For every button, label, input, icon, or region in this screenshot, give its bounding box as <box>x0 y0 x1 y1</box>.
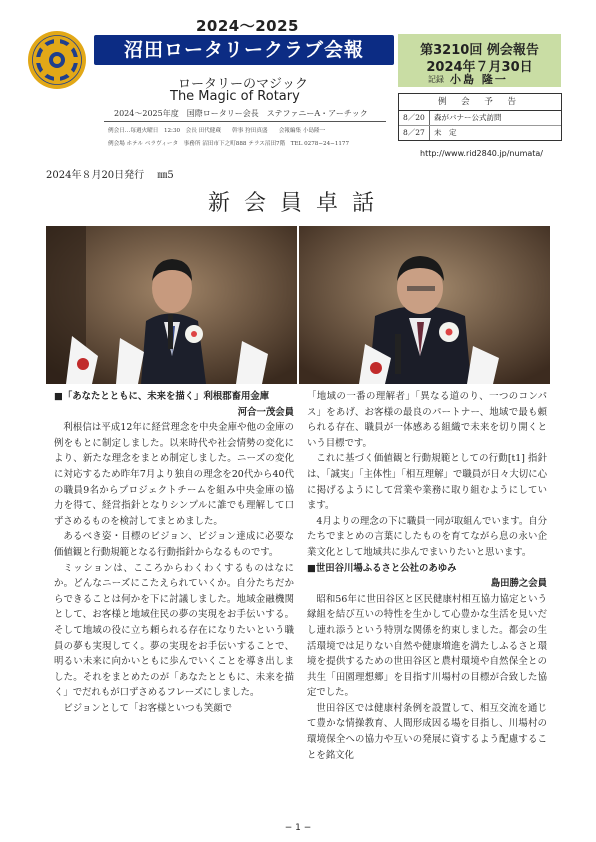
section-heading: ■世田谷川場ふるさと公社のあゆみ <box>307 562 457 574</box>
schedule-date: 8／20 <box>403 111 430 125</box>
article-column-left <box>54 389 294 716</box>
page-number: − 1 − <box>284 823 312 833</box>
body-paragraph: 昭和56年に世田谷区と区民健康村相互協力協定という縁組を結び互いの特性を生かして心豊かな生活を見いだし連れ添うという特別な関係を約束しました。都会の生活環境では足りない自然や健康増進を満たしふるさと環境を提供するための世田谷区と農村環境や自然保全との共生「田園理想郷」を目指す川場村の目標が合致した協定でした。 <box>307 593 547 699</box>
body-paragraph: あるべき姿・目標のビジョン、ビジョン達成に必要な価値観と行動規範となる行動指針からなるものです。 <box>54 531 294 558</box>
body-paragraph: ミッションは、こころからわくわくするものはなにか。どんなニーズにこたえられていくか。自分たちだからできることは何かを下に討議しました。地域金融機関として、お客様と地域住民の夢の実現をお手伝いする。そして地域の役に立ち頼られる存在になりたいという職員の夢も実現してく。夢の実現をお手伝いすることで、明るい未来に向かいともに歩んでいくことを導き出しました。それをまとめたのが「あなたとともに、未来を描く」でだれもが口ずさめるフレーズにしました。 <box>54 562 294 699</box>
article-column-right <box>307 389 547 763</box>
recorder-name: 小島 隆一 <box>450 73 508 86</box>
report-number: 第3210回 例会報告 <box>420 43 539 58</box>
rotary-years: 2024〜2025 <box>196 17 299 35</box>
rotary-logo <box>27 30 87 90</box>
schedule-event: 未 定 <box>434 128 457 137</box>
section-heading: ■「あなたとともに、未来を描く」利根郡畜用金庫 <box>54 391 270 402</box>
schedule-row <box>399 126 561 140</box>
recorder-label: 記録 <box>428 75 444 84</box>
schedule-date: 8／27 <box>403 126 430 140</box>
publish-date: 2024年８月20日発行 ㎜5 <box>46 170 174 181</box>
club-name: 沼田ロータリークラブ会報 <box>123 39 364 61</box>
author-name: 島田勝之会員 <box>490 578 547 590</box>
schedule-row <box>399 111 561 126</box>
body-paragraph: 世田谷区では健康村条例を設置して、相互交流を通じて豊かな情操教育、人間形成因る場を目指し、川場村の環境保全への協力や互いの発展に資するよう配慮することを銘文化 <box>307 702 547 761</box>
speaker-photo-kawai <box>46 226 297 384</box>
venue-info-line: 例会場 ホテル ベラヴィータ 事務所 沼田市下之町888 テラス沼田7階 TEL 0278−24−1177 <box>108 141 350 147</box>
website-url: http://www.rid2840.jp/numata/ <box>420 149 544 158</box>
club-name-banner <box>94 35 394 65</box>
body-paragraph: ビジョンとして「お客様といつも笑顔で <box>63 702 232 714</box>
theme-japanese: ロータリーのマジック <box>178 77 309 92</box>
body-paragraph: 利根信は平成12年に経営理念を中央金庫や他の金庫の例をもとに制定しました。以来時代や社会情勢の変化により、新たな理念をまとめ制定しました。ニーズの変化に対応するため昨年7月より独自の理念を20代から40代の職員9名からプロジェクトチームを組み中央金庫の協力を得て、経営指針となりシンプルに誰でも理解して口ずさめるものを検討してまとめました。 <box>54 422 294 527</box>
author-name: 河合一茂会員 <box>237 406 294 418</box>
body-paragraph: これに基づく価値観と行動規範としての行動[t1] 指針は、「誠実」「主体性」「相互理解」で職員が日々大切に心に掲げるようにして営業や業務に取り組むようにしています。 <box>307 453 547 512</box>
meeting-info-line: 例会日…毎週火曜日 12:30 会長 田代健蔵 幹事 狩田真盛 会報編集 小島隆一 <box>108 128 326 134</box>
body-paragraph: 「地域の一番の理解者」「異なる道のり、一つのコンパス」をあげ、お客様の最良のパートナー、地域で最も頼られる存在、職員が一体感ある組織で未来を切り開くという目標です。 <box>307 391 547 449</box>
article-title: 新会員卓話 <box>207 191 388 216</box>
report-date: 2024年７月30日 <box>426 60 533 75</box>
meeting-schedule <box>398 93 562 141</box>
schedule-title: 例 会 予 告 <box>399 94 561 111</box>
theme-english: The Magic of Rotary <box>170 89 300 104</box>
speaker-photo-shimada <box>299 226 550 384</box>
schedule-event: 森がバナー公式訪問 <box>434 113 502 122</box>
header-divider <box>104 121 386 122</box>
body-paragraph: 4月よりの理念の下に職員一同が取組んでいます。自分たちでまとめの言葉にしたものを育てながら息の永い企業文化として地域共に歩んでまいりたいと思います。 <box>307 515 547 558</box>
ri-president-line: 2024〜2025年度 国際ロータリー会長 ステファニーA・アーチック <box>114 109 368 118</box>
